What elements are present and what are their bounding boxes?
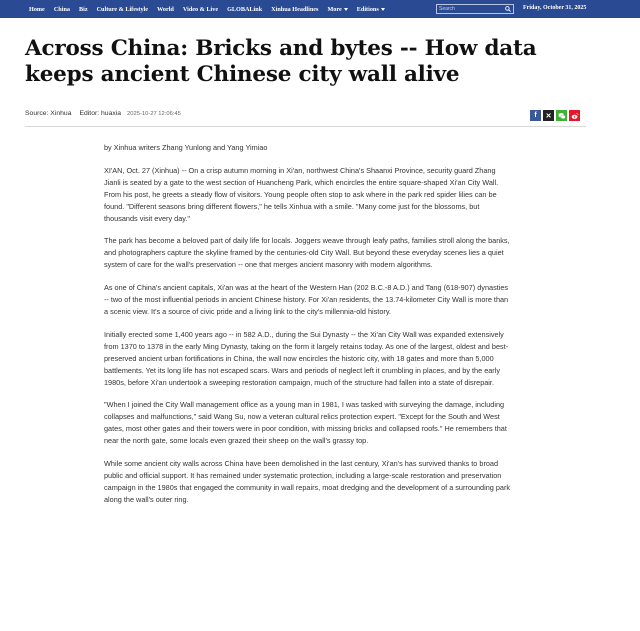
facebook-share-button[interactable] — [530, 110, 541, 121]
nav-globalink[interactable]: GLOBALink — [227, 5, 263, 13]
x-twitter-icon: ✕ — [545, 112, 552, 120]
article-paragraph: While some ancient city walls across China have been demolished in the last century, Xi'an's has survived thanks to broad public and official support. It has remained under systematic protection, including a large-scale restoration and preservation campaign in the 1980s that engaged the community in wall repairs, moat dredging and the development of a surrounding park along the wall's outer ring. — [104, 459, 511, 504]
facebook-icon: f — [534, 112, 537, 119]
search-icon[interactable] — [505, 6, 511, 12]
nav-editions-label: Editions — [356, 5, 379, 13]
article-meta — [25, 110, 181, 117]
article-byline: by Xinhua writers Zhang Yunlong and Yang Yimiao — [104, 143, 268, 152]
current-date: Friday, October 31, 2025 — [523, 5, 587, 11]
wechat-share-button[interactable] — [556, 110, 567, 121]
nav-world[interactable]: World — [157, 5, 174, 13]
nav-more-dropdown[interactable] — [327, 6, 347, 13]
article-source: Source: Xinhua — [25, 110, 72, 117]
nav-biz[interactable]: Biz — [78, 5, 88, 13]
nav-editions-dropdown[interactable] — [357, 6, 385, 13]
nav-xinhua-headlines[interactable]: Xinhua Headlines — [271, 5, 319, 13]
article-paragraph: Initially erected some 1,400 years ago -- in 582 A.D., during the Sui Dynasty -- the Xi'an City Wall was expanded extensively from 1370 to 1378 in the early Ming Dynasty, taking on the form it largely retains today. As one of the largest, oldest and best-preserved ancient urban fortifications in China, the wall now encircles the historic city, with 18 gates and more than 5,000 battlements. Yet its long life has not escaped scars. Wars and periods of neglect left it crumbling in places, and by the early 1980s, before Xi'an undertook a sweeping restoration campaign, much of the structure had fallen into a state of disrepair. — [104, 329, 509, 387]
chevron-down-icon — [381, 8, 385, 11]
top-navigation-bar — [0, 0, 640, 18]
search-box — [436, 4, 514, 14]
article-body — [104, 142, 512, 517]
header-divider — [25, 126, 586, 127]
nav-video-live[interactable]: Video & Live — [182, 5, 219, 13]
article-editor: Editor: huaxia — [79, 110, 122, 117]
nav-culture-lifestyle[interactable]: Culture & Lifestyle — [96, 5, 149, 13]
chevron-down-icon — [344, 8, 348, 11]
nav-home[interactable]: Home — [29, 5, 45, 13]
main-nav — [0, 6, 394, 13]
wechat-icon — [558, 112, 566, 120]
weibo-icon — [571, 112, 579, 120]
article-paragraph: XI'AN, Oct. 27 (Xinhua) -- On a crisp autumn morning in Xi'an, northwest China's Shaanxi Province, security guard Zhang Jianli is seated by a gate to the west section of Huancheng Park, which encircles the entire square-shaped Xi'an City Wall. From his post, he greets a steady flow of visitors. Young people often stop to ask where in the park red spider lilies can be found. "Different seasons bring different flowers," he tells Xinhua with a smile. "Many come just for the blossoms, but thousands visit every day." — [104, 165, 499, 223]
nav-china[interactable]: China — [53, 5, 70, 13]
article-timestamp: 2025-10-27 12:06:45 — [127, 110, 181, 117]
nav-more-label: More — [327, 5, 342, 13]
article-paragraph: As one of China's ancient capitals, Xi'an was at the heart of the Western Han (202 B.C.-8 A.D.) and Tang (618-907) dynasties -- two of the most influential periods in ancient Chinese history. For Xi'an residents, the 13.74-kilometer City Wall is more than a scenic view. It's a source of civic pride and a living link to the city's millennia-old history. — [104, 283, 509, 316]
weibo-share-button[interactable] — [569, 110, 580, 121]
article-headline: Across China: Bricks and bytes -- How data keeps ancient Chinese city wall alive — [25, 36, 537, 87]
search-input[interactable] — [437, 6, 501, 12]
article-paragraph: "When I joined the City Wall management office as a young man in 1981, I was tasked with surveying the damage, including collapses and malfunctions," said Wang Su, now a veteran cultural relics protection expert. "Except for the South and West gates, most other gates and their towers were in poor condition, with missing bricks and collapsed roofs." He remembers that near the north gate, some locals even grazed their sheep on the wall's grassy top. — [104, 400, 507, 446]
twitter-share-button[interactable] — [543, 110, 554, 121]
article-paragraph: The park has become a beloved part of daily life for locals. Joggers weave through leafy paths, families stroll along the banks, and photographers capture the skyline framed by the centuries-old City Wall. But beyond these everyday scenes lies a quiet system of care for the wall's preservation -- one that merges ancient masonry with modern algorithms. — [104, 236, 510, 270]
share-buttons — [530, 110, 582, 121]
